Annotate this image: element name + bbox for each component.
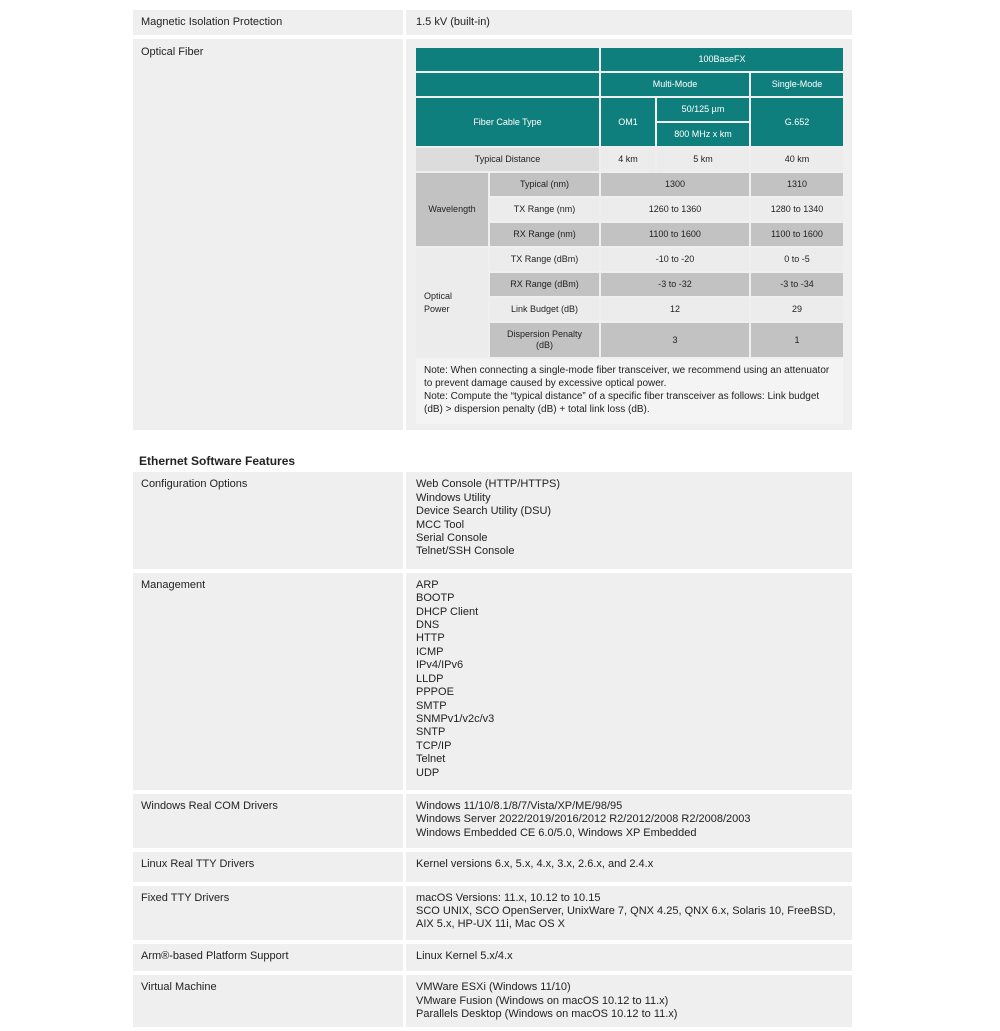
value-line: Windows Utility	[416, 491, 491, 504]
value-line: Telnet	[416, 753, 446, 766]
spec-sheet	[133, 10, 852, 1031]
power-rx-mm: -3 to -32	[601, 273, 749, 296]
fiber-note-1: Note: When connecting a single-mode fiber transceiver, we recommend using an attenuator to prevent damage caused by excessive optical power.	[424, 365, 830, 390]
wavelength-typical-sm: 1310	[751, 173, 843, 196]
section-title: Ethernet Software Features	[139, 454, 296, 469]
spec-label: Magnetic Isolation Protection	[133, 10, 403, 35]
spec-label: Configuration Options	[133, 472, 403, 568]
spec-value	[406, 573, 852, 790]
wavelength-label: Wavelength	[416, 173, 488, 246]
wavelength-rx-mm: 1100 to 1600	[601, 223, 749, 246]
value-line: macOS Versions: 11.x, 10.12 to 10.15	[416, 891, 601, 904]
spec-value	[406, 975, 852, 1027]
value-line: LLDP	[416, 672, 444, 685]
spec-value	[406, 472, 852, 568]
distance-om1: 4 km	[601, 148, 655, 171]
fiber-spec-core: 50/125 µm	[657, 98, 749, 121]
spec-value: 1.5 kV (built-in)	[406, 10, 852, 35]
value-line: BOOTP	[416, 592, 455, 605]
spec-label: Virtual Machine	[133, 975, 403, 1027]
optical-power-label	[416, 248, 488, 357]
dispersion-penalty-label	[490, 323, 599, 357]
value-line: HTTP	[416, 632, 445, 645]
power-rx-sm: -3 to -34	[751, 273, 843, 296]
value-line: SMTP	[416, 699, 447, 712]
value-line: UDP	[416, 766, 440, 779]
spec-label: Windows Real COM Drivers	[133, 794, 403, 848]
value-line: Device Search Utility (DSU)	[416, 505, 552, 518]
g652-cell: G.652	[751, 98, 843, 146]
spec-row-optical-fiber	[133, 39, 852, 430]
spec-value	[406, 794, 852, 848]
dispersion-penalty-label-line2: (dB)	[535, 340, 553, 351]
fiber-notes	[416, 359, 843, 424]
spec-label: Optical Fiber	[133, 39, 403, 430]
wavelength-tx-mm: 1260 to 1360	[601, 198, 749, 221]
om1-cell: OM1	[601, 98, 655, 146]
value-line: ARP	[416, 578, 439, 591]
spec-value	[406, 944, 852, 971]
power-tx-sm: 0 to -5	[751, 248, 843, 271]
value-line: IPv4/IPv6	[416, 659, 464, 672]
value-line: Web Console (HTTP/HTTPS)	[416, 478, 561, 491]
value-line: Linux Kernel 5.x/4.x	[416, 949, 513, 962]
wavelength-rx-sm: 1100 to 1600	[751, 223, 843, 246]
value-line: ICMP	[416, 645, 444, 658]
link-budget-sm: 29	[751, 298, 843, 321]
spec-label: Management	[133, 573, 403, 790]
spec-value	[406, 852, 852, 881]
value-line: SNTP	[416, 726, 446, 739]
fiber-cable-type-label: Fiber Cable Type	[416, 98, 599, 146]
wavelength-rx-label: RX Range (nm)	[490, 223, 599, 246]
value-line: Windows 11/10/8.1/8/7/Vista/XP/ME/98/95	[416, 799, 623, 812]
spec-label: Linux Real TTY Drivers	[133, 852, 403, 881]
fiber-header-blank	[416, 73, 599, 96]
distance-single-mode: 40 km	[751, 148, 843, 171]
fiber-note-2: Note: Compute the “typical distance” of a specific fiber transceiver as follows: Link budget (dB) > dispersion penalty (dB) + total link loss (dB).	[424, 391, 820, 416]
value-line: Parallels Desktop (Windows on macOS 10.12 to 11.x)	[416, 1008, 678, 1020]
dispersion-penalty-label-line1: Dispersion Penalty	[506, 329, 583, 340]
spec-row-virtual-machine	[133, 975, 852, 1027]
typical-distance-label: Typical Distance	[416, 148, 599, 171]
multi-mode-header: Multi-Mode	[601, 73, 749, 96]
value-line: Telnet/SSH Console	[416, 545, 515, 558]
spec-row-windows-real-com-drivers	[133, 794, 852, 848]
value-line: Kernel versions 6.x, 5.x, 4.x, 3.x, 2.6.x, and 2.4.x	[416, 858, 654, 871]
fiber-spec-bandwidth: 800 MHz x km	[657, 123, 749, 146]
fiber-spec-table	[414, 46, 845, 359]
single-mode-header: Single-Mode	[751, 73, 843, 96]
spec-label: Fixed TTY Drivers	[133, 886, 403, 940]
spec-label: Arm®-based Platform Support	[133, 944, 403, 971]
power-tx-mm: -10 to -20	[601, 248, 749, 271]
fiber-header: 100BaseFX	[601, 48, 843, 71]
value-line: SNMPv1/v2c/v3	[416, 712, 495, 725]
wavelength-tx-label: TX Range (nm)	[490, 198, 599, 221]
wavelength-typical-mm: 1300	[601, 173, 749, 196]
link-budget-mm: 12	[601, 298, 749, 321]
power-rx-label: RX Range (dBm)	[490, 273, 599, 296]
wavelength-tx-sm: 1280 to 1340	[751, 198, 843, 221]
value-line: MCC Tool	[416, 518, 465, 531]
value-line: Serial Console	[416, 532, 488, 545]
spec-row-configuration-options	[133, 472, 852, 568]
spec-row-arm-platform-support	[133, 944, 852, 971]
wavelength-typical-label: Typical (nm)	[490, 173, 599, 196]
value-line: PPPOE	[416, 686, 454, 699]
fiber-header-blank	[416, 48, 599, 71]
spec-row-fixed-tty-drivers	[133, 886, 852, 940]
optical-power-label-line1: Optical	[424, 290, 453, 301]
spec-row-magnetic-isolation	[133, 10, 852, 35]
optical-power-label-line2: Power	[424, 303, 450, 314]
spec-value	[406, 886, 852, 940]
value-line: VMware Fusion (Windows on macOS 10.12 to 11.x)	[416, 994, 669, 1007]
value-line: Windows Server 2022/2019/2016/2012 R2/2012/2008 R2/2008/2003	[416, 813, 751, 826]
power-tx-label: TX Range (dBm)	[490, 248, 599, 271]
value-line: DNS	[416, 619, 440, 632]
value-line: SCO UNIX, SCO OpenServer, UnixWare 7, QNX 4.25, QNX 6.x, Solaris 10, FreeBSD, AIX 5.x, HP-UX 11i, Mac OS X	[416, 904, 836, 931]
dispersion-penalty-mm: 3	[601, 323, 749, 357]
optical-fiber-table-cell	[406, 39, 852, 430]
value-line: TCP/IP	[416, 739, 452, 752]
distance-multi-mode: 5 km	[657, 148, 749, 171]
value-line: Windows Embedded CE 6.0/5.0, Windows XP Embedded	[416, 826, 697, 839]
dispersion-penalty-sm: 1	[751, 323, 843, 357]
spec-row-linux-real-tty-drivers	[133, 852, 852, 881]
value-line: VMWare ESXi (Windows 11/10)	[416, 981, 571, 994]
link-budget-label: Link Budget (dB)	[490, 298, 599, 321]
value-line: DHCP Client	[416, 605, 479, 618]
spec-row-management	[133, 573, 852, 790]
